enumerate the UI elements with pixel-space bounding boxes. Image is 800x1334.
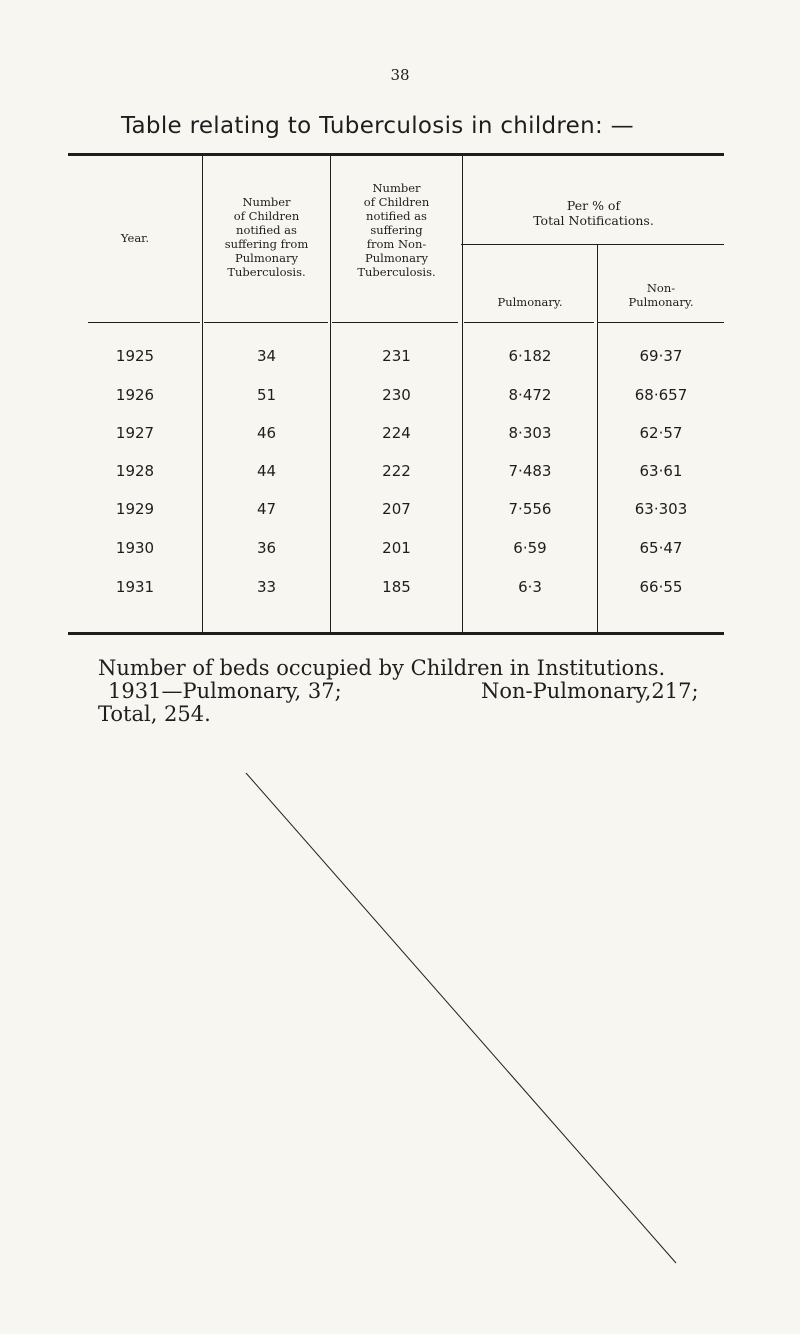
cell-non-pulmonary: 201	[382, 539, 411, 557]
cell-pulmonary: 51	[256, 386, 277, 404]
cell-pct-pulmonary: 6·3	[518, 578, 542, 596]
cell-pct-non-pulmonary: 62·57	[639, 424, 683, 442]
cell-pulmonary: 47	[256, 500, 277, 518]
header-percent-non-pulmonary-line: Pulmonary.	[628, 295, 694, 309]
cell-pulmonary: 46	[256, 424, 277, 442]
cell-non-pulmonary: 207	[382, 500, 411, 518]
header-pulmonary-count-line: Pulmonary	[235, 251, 298, 265]
header-pulmonary-count-line: Tuberculosis.	[227, 265, 306, 279]
header-pulmonary-count-line: notified as	[236, 223, 297, 237]
header-non-pulmonary-count-line: suffering	[370, 223, 423, 237]
page-number: 38	[390, 66, 410, 84]
cell-pct-non-pulmonary: 68·657	[634, 386, 688, 404]
header-percent-group-line: Per % of	[566, 198, 621, 213]
cell-year: 1930	[115, 539, 155, 557]
cell-non-pulmonary: 231	[382, 347, 411, 365]
cell-pct-pulmonary: 8·303	[508, 424, 552, 442]
cell-non-pulmonary: 185	[382, 578, 411, 596]
cell-pct-pulmonary: 8·472	[508, 386, 552, 404]
cell-year: 1931	[115, 578, 155, 596]
cell-pulmonary: 44	[256, 462, 277, 480]
cell-pulmonary: 34	[256, 347, 277, 365]
cell-pct-non-pulmonary: 65·47	[639, 539, 683, 557]
cell-pct-non-pulmonary: 66·55	[639, 578, 683, 596]
header-percent-group-line: Total Notifications.	[533, 213, 654, 228]
cell-pct-pulmonary: 7·556	[508, 500, 552, 518]
header-non-pulmonary-count-line: of Children	[363, 195, 430, 209]
summary-pulmonary-beds: 1931—Pulmonary, 37;	[108, 679, 342, 703]
cell-non-pulmonary: 222	[382, 462, 411, 480]
summary-total-beds: Total, 254.	[98, 702, 211, 726]
summary-non-pulmonary-beds: Non-Pulmonary,217;	[481, 679, 699, 703]
cell-year: 1926	[115, 386, 155, 404]
cell-pct-pulmonary: 6·59	[513, 539, 547, 557]
header-non-pulmonary-count-line: from Non-	[366, 237, 427, 251]
diagonal-line	[246, 773, 676, 1263]
header-non-pulmonary-count-line: notified as	[366, 209, 427, 223]
cell-pct-pulmonary: 7·483	[508, 462, 552, 480]
cell-year: 1925	[115, 347, 155, 365]
cell-non-pulmonary: 224	[382, 424, 411, 442]
table-title: Table relating to Tuberculosis in children: —	[121, 113, 634, 139]
cell-year: 1929	[115, 500, 155, 518]
cell-pct-non-pulmonary: 63·61	[639, 462, 683, 480]
header-pulmonary-count-line: suffering from	[224, 237, 309, 251]
header-non-pulmonary-count-line: Number	[372, 181, 421, 195]
cell-year: 1927	[115, 424, 155, 442]
cell-non-pulmonary: 230	[382, 386, 411, 404]
header-percent-pulmonary: Pulmonary.	[497, 295, 563, 309]
header-pulmonary-count-line: Number	[242, 195, 291, 209]
cell-pulmonary: 33	[256, 578, 277, 596]
cell-year: 1928	[115, 462, 155, 480]
header-non-pulmonary-count-line: Tuberculosis.	[357, 265, 436, 279]
summary-line-1: Number of beds occupied by Children in Institutions.	[98, 656, 666, 680]
cell-pct-non-pulmonary: 69·37	[639, 347, 683, 365]
header-pulmonary-count-line: of Children	[233, 209, 300, 223]
header-year: Year.	[120, 231, 150, 245]
cell-pct-non-pulmonary: 63·303	[634, 500, 688, 518]
cell-pulmonary: 36	[256, 539, 277, 557]
header-non-pulmonary-count-line: Pulmonary	[365, 251, 428, 265]
cell-pct-pulmonary: 6·182	[508, 347, 552, 365]
header-percent-non-pulmonary-line: Non-	[646, 281, 676, 295]
